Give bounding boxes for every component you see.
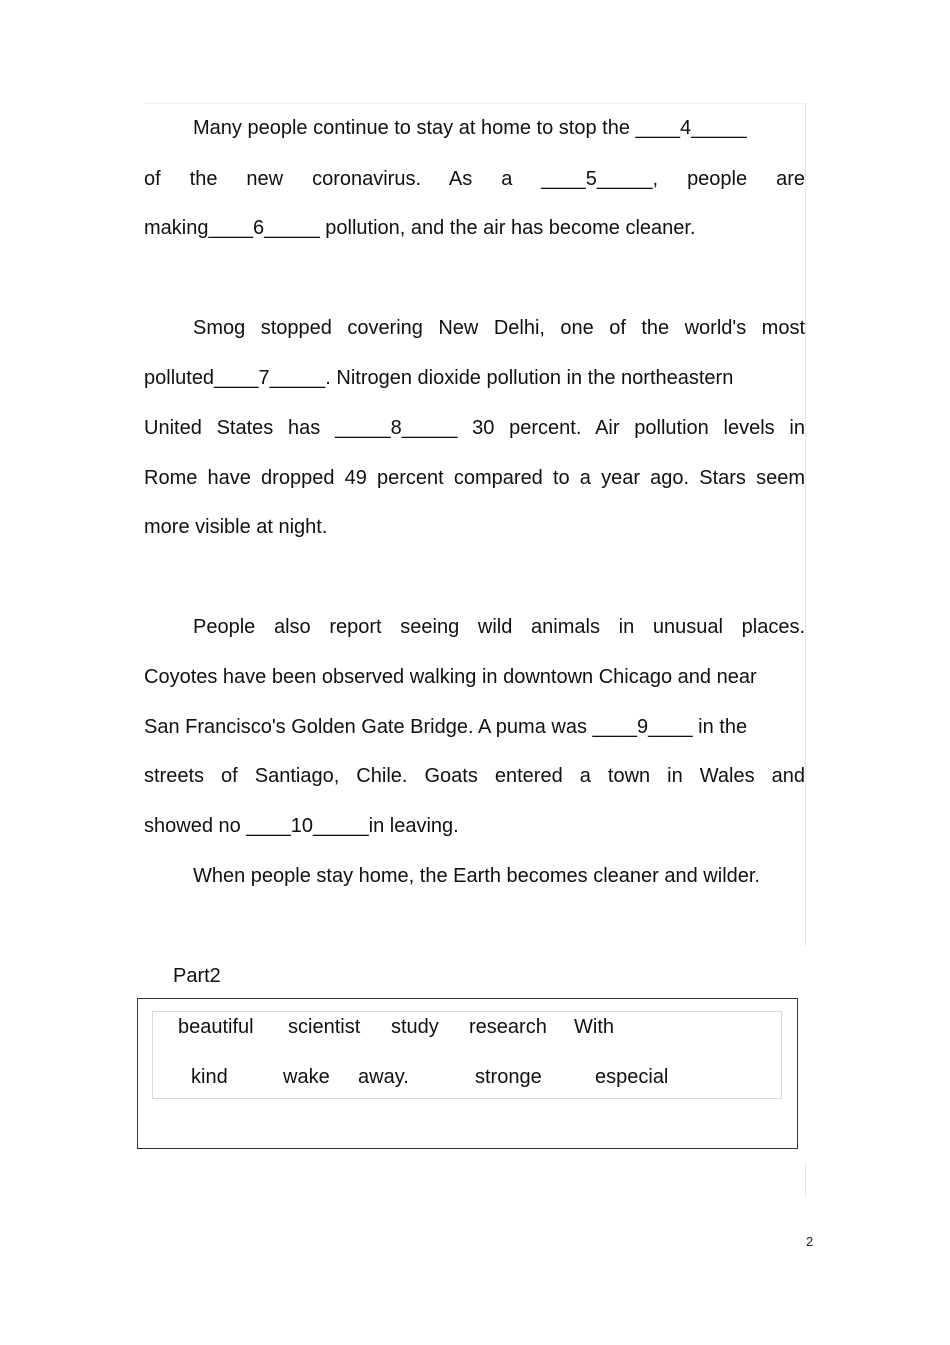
paragraph-2-line-3: United States has _____8_____ 30 percent. Air pollution levels in [144,417,805,439]
paragraph-4-line-1: When people stay home, the Earth becomes cleaner and wilder. [193,865,760,887]
paragraph-3-line-1: People also report seeing wild animals in unusual places. [193,616,805,638]
paragraph-3-line-5: showed no ____10_____in leaving. [144,815,459,837]
paragraph-3-line-2: Coyotes have been observed walking in downtown Chicago and near [144,666,757,688]
part2-heading: Part2 [173,965,221,987]
word-bank-item: stronge [475,1066,542,1088]
paragraph-2-line-5: more visible at night. [144,516,328,538]
word-bank-item: beautiful [178,1016,254,1038]
paragraph-1-line-2: of the new coronavirus. As a ____5_____, people are [144,168,805,190]
paragraph-3-line-3: San Francisco's Golden Gate Bridge. A puma was ____9____ in the [144,716,748,738]
paragraph-1-line-3: making____6_____ pollution, and the air has become cleaner. [144,217,696,239]
word-bank-item: wake [283,1066,330,1088]
right-margin-rule-lower [805,1162,806,1198]
paragraph-2-line-4: Rome have dropped 49 percent compared to a year ago. Stars seem [144,467,805,489]
word-bank-item: scientist [288,1016,361,1038]
paragraph-3-line-4: streets of Santiago, Chile. Goats entered a town in Wales and [144,765,805,787]
right-margin-rule [805,103,806,946]
word-bank-item: With [574,1016,614,1038]
top-divider [144,103,806,104]
paragraph-2-line-2: polluted____7_____. Nitrogen dioxide pollution in the northeastern [144,367,734,389]
word-bank-item: research [469,1016,547,1038]
paragraph-1-line-1: Many people continue to stay at home to stop the ____4_____ [193,117,747,139]
word-bank-item: away. [358,1066,409,1088]
paragraph-2-line-1: Smog stopped covering New Delhi, one of the world's most [193,317,805,339]
word-bank-item: especial [595,1066,669,1088]
page-number: 2 [806,1234,814,1249]
word-bank-item: kind [191,1066,228,1088]
word-bank-item: study [391,1016,439,1038]
